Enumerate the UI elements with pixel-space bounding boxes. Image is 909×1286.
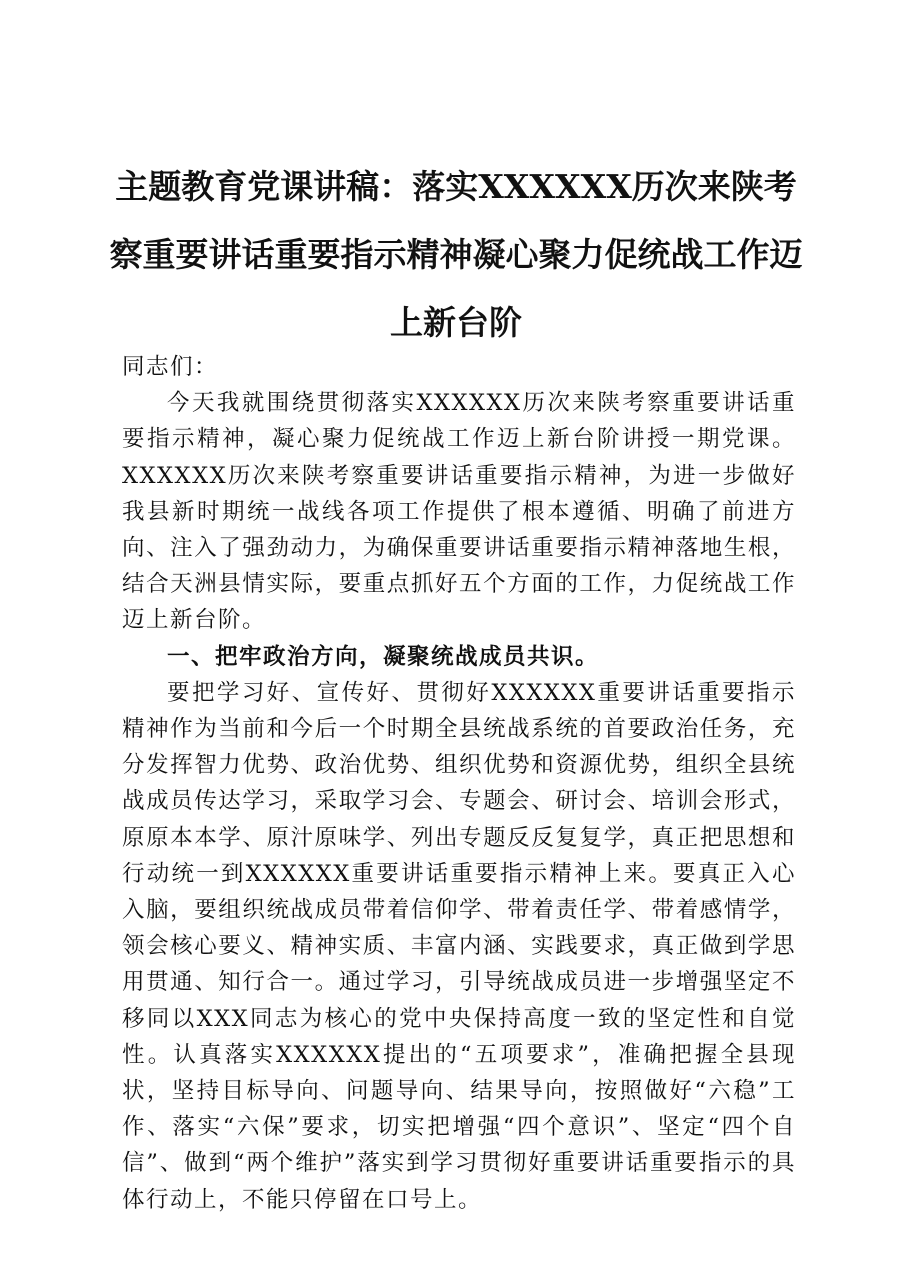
salutation: 同志们：: [122, 354, 219, 380]
section-heading-1: 一、把牢政治方向，凝聚统战成员共识。: [167, 643, 600, 670]
section-1-paragraph: 要把学习好、宣传好、贯彻好XXXXXX重要讲话重要指示精神作为当前和今后一个时期全县统战系统的首要政治任务，充分发挥智力优势、政治优势、组织优势和资源优势，组织全县统战成员传达学习，采取学习会、专题会、研讨会、培训会形式，原原本本学、原汁原味学、列出专题反反复复学，真正把思想和行动统一到XXXXXX重要讲话重要指示精神上来。要真正入心入脑，要组织统战成员带着信仰学、带着责任学、带着感情学，领会核心要义、精神实质、丰富内涵、实践要求，真正做到学思用贯通、知行合一。通过学习，引导统战成员进一步增强坚定不移同以XXX同志为核心的党中央保持高度一致的坚定性和自觉性。认真落实XXXXXX提出的“五项要求”，准确把握全县现状，坚持目标导向、问题导向、结果导向，按照做好“六稳”工作、落实“六保”要求，切实把增强“四个意识”、坚定“四个自信”、做到“两个维护”落实到学习贯彻好重要讲话重要指示的具体行动上，不能只停留在口号上。: [122, 679, 796, 1213]
document-body: [122, 349, 796, 1218]
document-title: 主题教育党课讲稿：落实XXXXXX历次来陕考察重要讲话重要指示精神凝心聚力促统战工作迈上新台阶: [109, 167, 803, 342]
intro-paragraph: 今天我就围绕贯彻落实XXXXXX历次来陕考察重要讲话重要指示精神，凝心聚力促统战工作迈上新台阶讲授一期党课。XXXXXX历次来陕考察重要讲话重要指示精神，为进一步做好我县新时期统一战线各项工作提供了根本遵循、明确了前进方向、注入了强劲动力，为确保重要讲话重要指示精神落地生根，结合天洲县情实际，要重点抓好五个方面的工作，力促统战工作迈上新台阶。: [122, 390, 796, 634]
